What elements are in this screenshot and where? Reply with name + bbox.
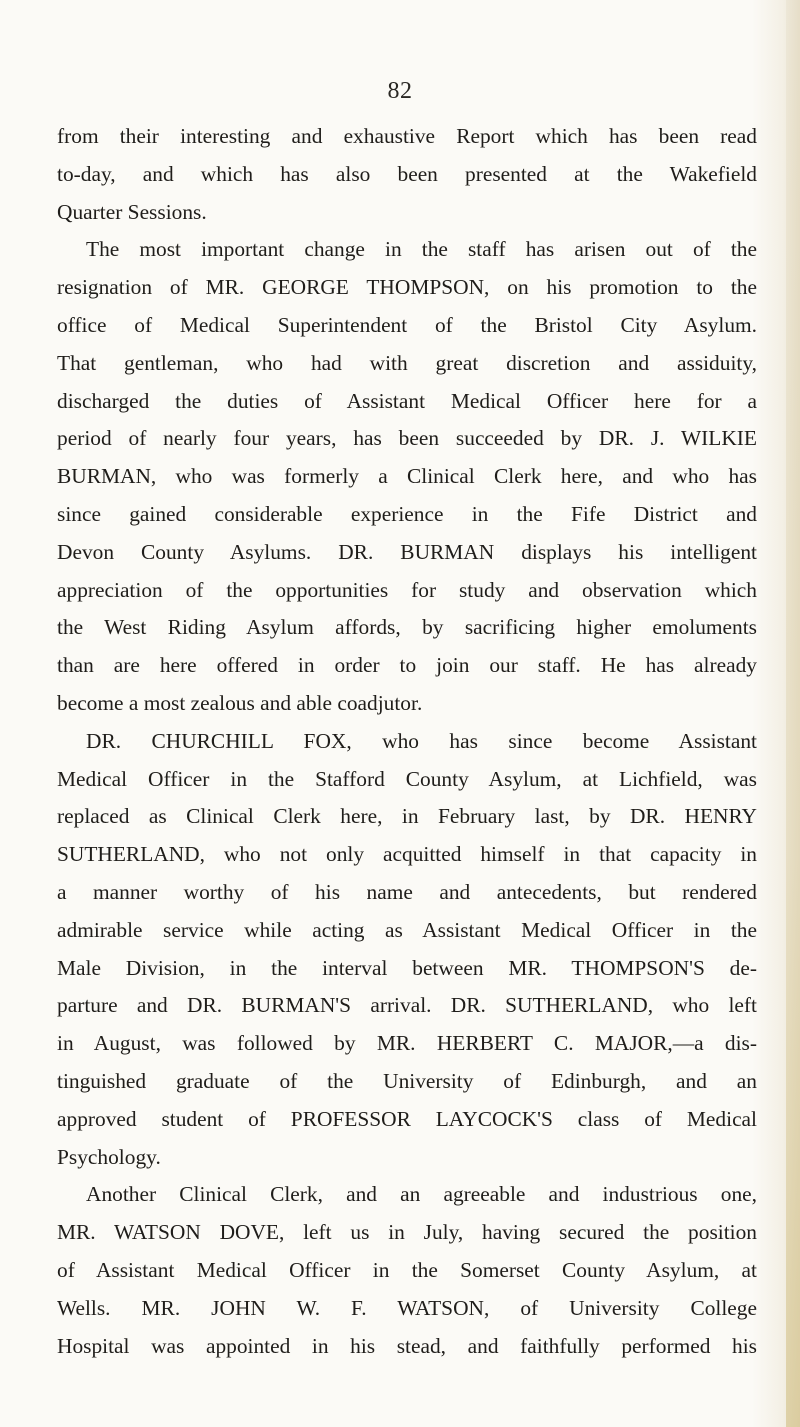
text-line: Another Clinical Clerk, and an agreeable and industrious one, bbox=[86, 1182, 757, 1207]
text-line: than are here offered in order to join our staff. He has already bbox=[57, 653, 757, 678]
text-line: office of Medical Superintendent of the Bristol City Asylum. bbox=[57, 312, 757, 337]
text-line: Medical Officer in the Stafford County Asylum, at Lichfield, was bbox=[57, 766, 757, 791]
text-line: in August, was followed by MR. HERBERT C. MAJOR,—a dis- bbox=[57, 1031, 757, 1056]
text-line: DR. CHURCHILL FOX, who has since become Assistant bbox=[86, 728, 757, 753]
text-line: SUTHERLAND, who not only acquitted himself in that capacity in bbox=[57, 842, 757, 867]
text-line: period of nearly four years, has been succeeded by DR. J. WILKIE bbox=[57, 426, 757, 451]
text-line: That gentleman, who had with great discretion and assiduity, bbox=[57, 350, 757, 375]
text-line: The most important change in the staff has arisen out of the bbox=[86, 237, 757, 262]
text-line: Male Division, in the interval between MR. THOMPSON'S de- bbox=[57, 955, 757, 980]
text-line: Psychology. bbox=[57, 1144, 161, 1169]
text-line: a manner worthy of his name and antecedents, but rendered bbox=[57, 879, 757, 904]
text-line: Quarter Sessions. bbox=[57, 199, 207, 224]
text-line: replaced as Clinical Clerk here, in February last, by DR. HENRY bbox=[57, 804, 757, 829]
text-line: discharged the duties of Assistant Medical Officer here for a bbox=[57, 388, 757, 413]
text-line: Hospital was appointed in his stead, and faithfully performed his bbox=[57, 1333, 757, 1358]
text-line: MR. WATSON DOVE, left us in July, having secured the position bbox=[57, 1220, 757, 1245]
text-line: appreciation of the opportunities for study and observation which bbox=[57, 577, 757, 602]
page-edge-shading bbox=[786, 0, 800, 1427]
text-line: the West Riding Asylum affords, by sacrificing higher emoluments bbox=[57, 615, 757, 640]
text-line: Devon County Asylums. DR. BURMAN displays his intelligent bbox=[57, 539, 757, 564]
text-line: approved student of PROFESSOR LAYCOCK'S class of Medical bbox=[57, 1106, 757, 1131]
text-line: of Assistant Medical Officer in the Somerset County Asylum, at bbox=[57, 1257, 757, 1282]
text-line: Wells. MR. JOHN W. F. WATSON, of University College bbox=[57, 1295, 757, 1320]
page-number: 82 bbox=[387, 78, 413, 104]
text-line: become a most zealous and able coadjutor. bbox=[57, 690, 423, 715]
text-line: to-day, and which has also been presented at the Wakefield bbox=[57, 161, 757, 186]
text-line: admirable service while acting as Assistant Medical Officer in the bbox=[57, 917, 757, 942]
text-line: parture and DR. BURMAN'S arrival. DR. SUTHERLAND, who left bbox=[57, 993, 757, 1018]
text-line: resignation of MR. GEORGE THOMPSON, on his promotion to the bbox=[57, 275, 757, 300]
body-text bbox=[57, 118, 757, 1365]
text-line: BURMAN, who was formerly a Clinical Clerk here, and who has bbox=[57, 464, 757, 489]
text-line: since gained considerable experience in the Fife District and bbox=[57, 501, 757, 526]
text-line: tinguished graduate of the University of Edinburgh, and an bbox=[57, 1068, 757, 1093]
text-line: from their interesting and exhaustive Report which has been read bbox=[57, 124, 757, 148]
